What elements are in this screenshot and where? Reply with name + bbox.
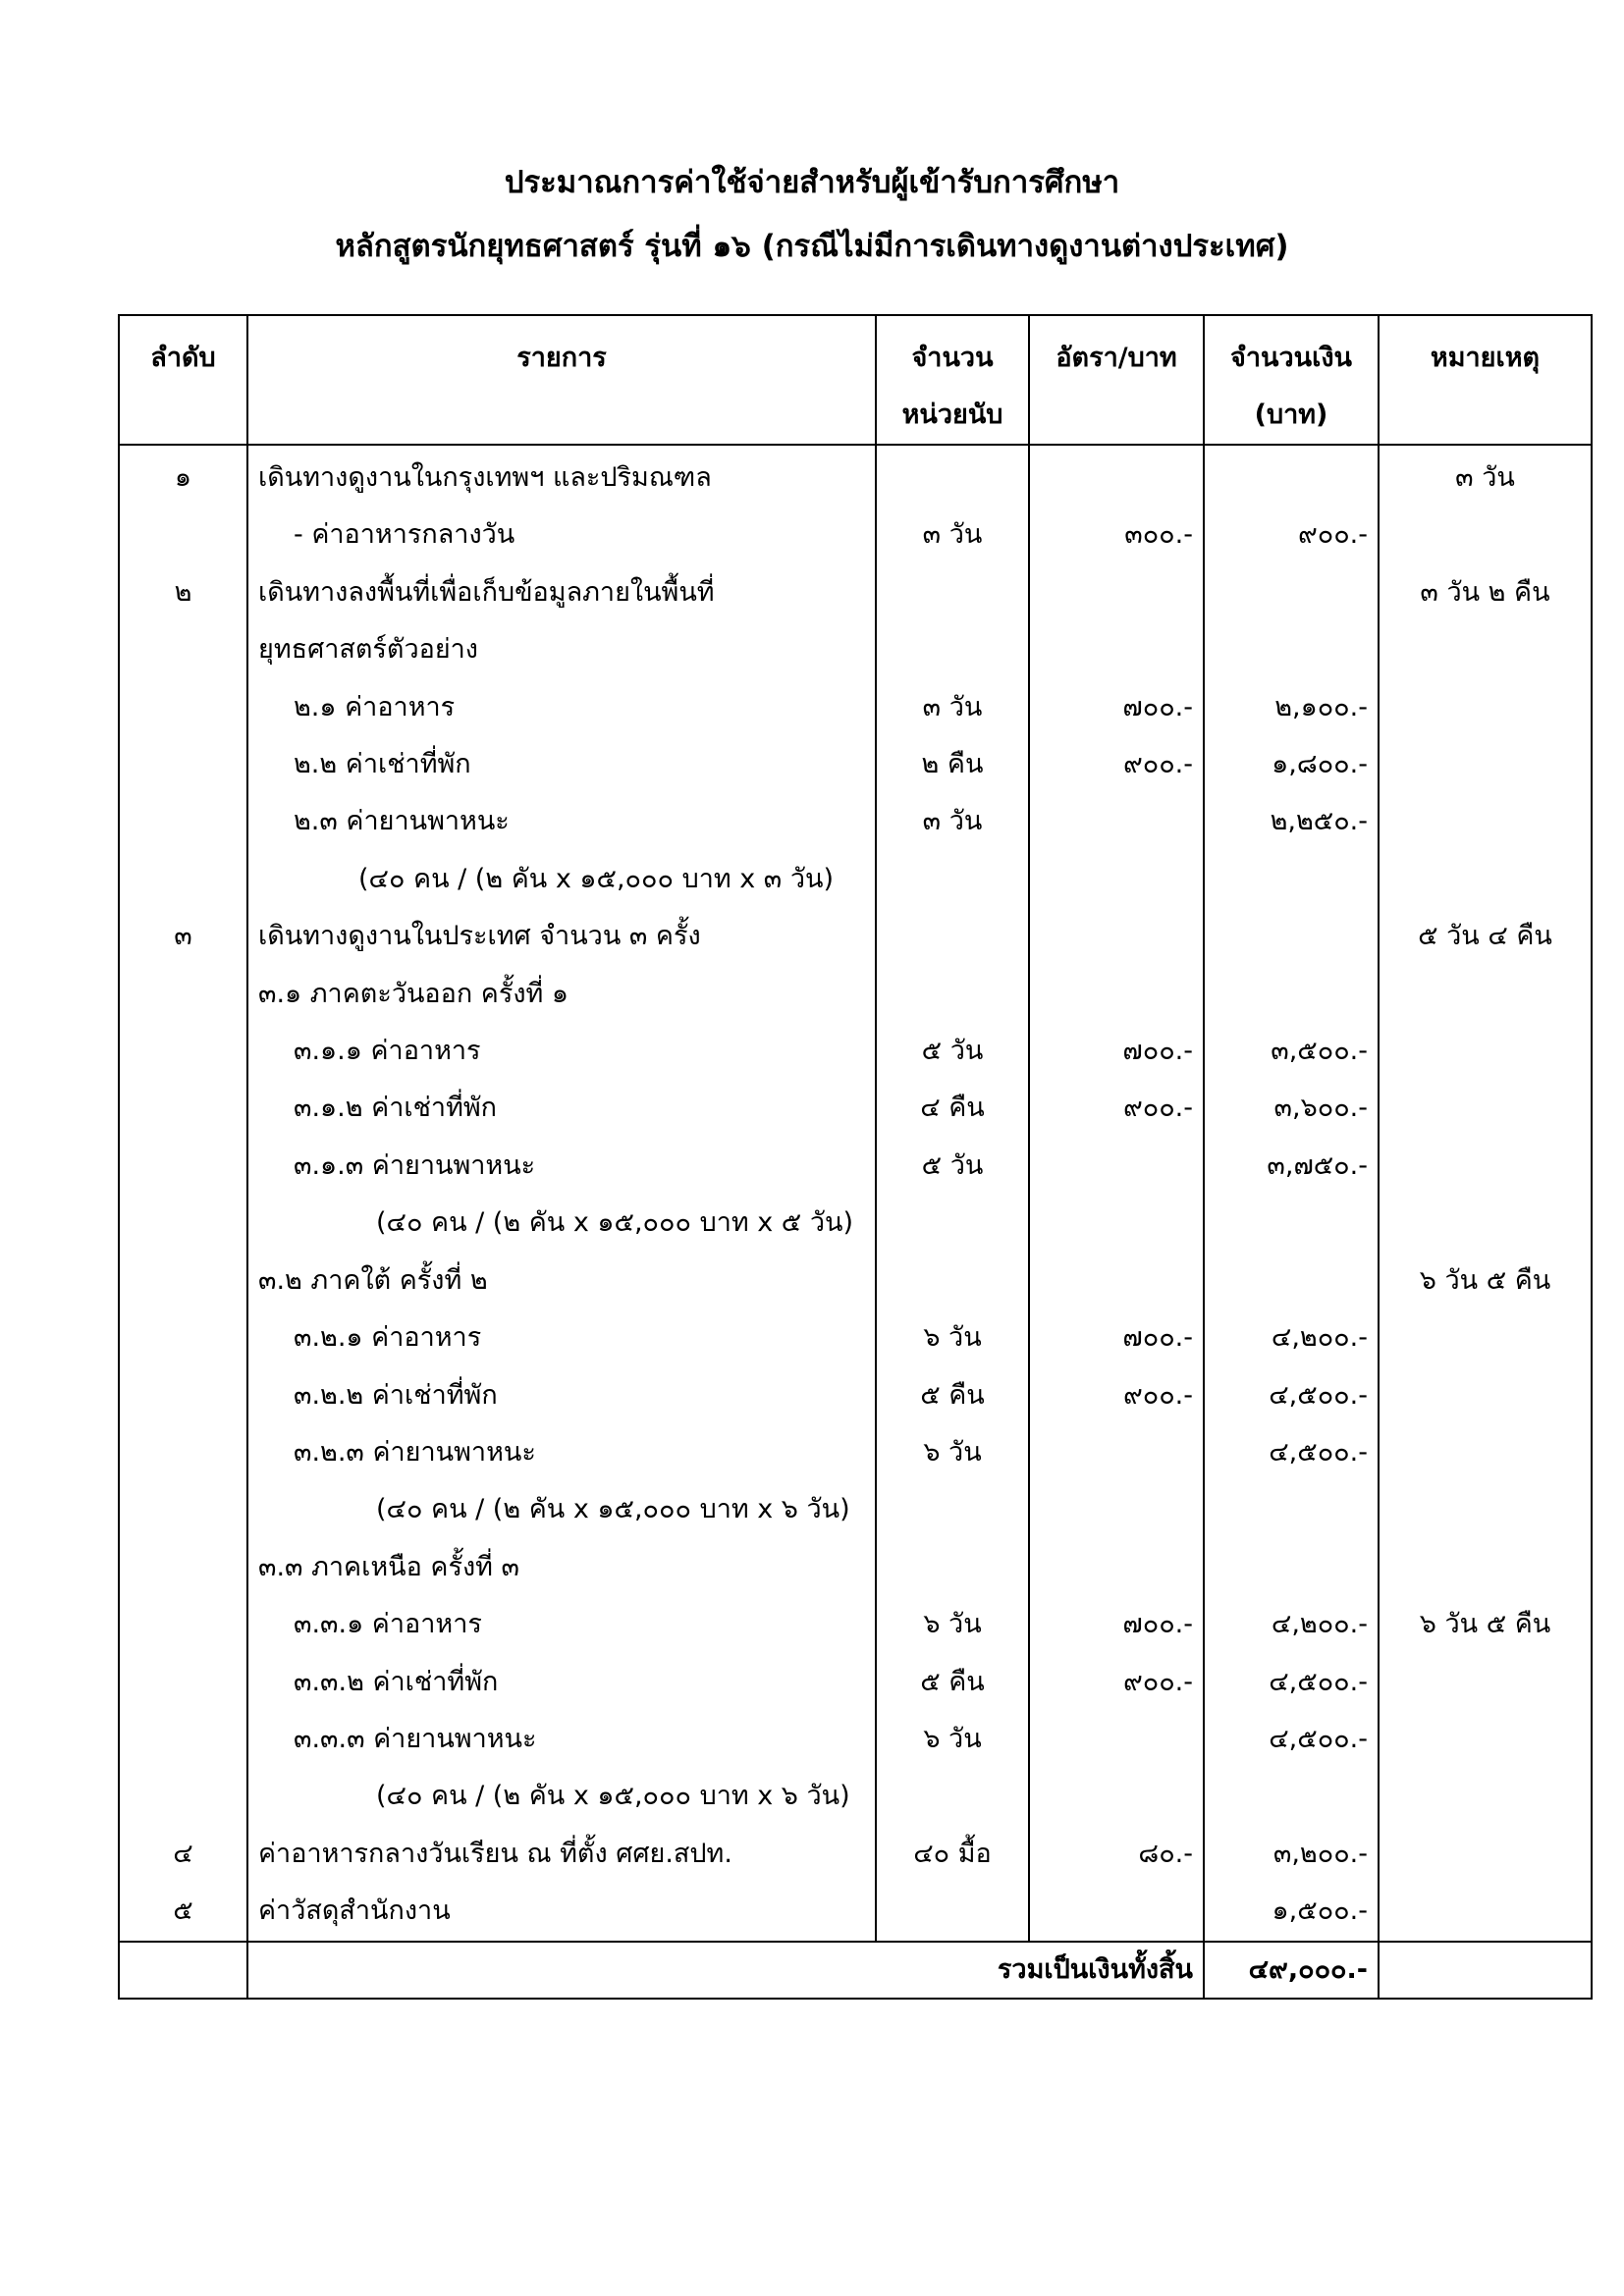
item-cell: ๓.๒ ภาคใต้ ครั้งที่ ๒: [247, 1253, 876, 1309]
remark-cell: [1379, 1080, 1592, 1137]
item-cell: (๔๐ คน / (๒ คัน x ๑๕,๐๐๐ บาท x ๖ วัน): [247, 1481, 876, 1538]
rate-cell: [1029, 621, 1204, 678]
amount-cell: [1204, 966, 1379, 1023]
amount-cell: [1204, 564, 1379, 621]
item-cell: - ค่าอาหารกลางวัน: [247, 507, 876, 563]
remark-cell: [1379, 1826, 1592, 1883]
seq-cell: ๓: [119, 908, 247, 965]
seq-cell: [119, 621, 247, 678]
table-row: [119, 793, 1592, 850]
document-title-line-1: ประมาณการค่าใช้จ่ายสำหรับผู้เข้ารับการศึกษา: [504, 165, 1120, 200]
item-cell: ค่าอาหารกลางวันเรียน ณ ที่ตั้ง ศศย.สปท.: [247, 1826, 876, 1883]
remark-cell: [1379, 1654, 1592, 1711]
remark-cell: ๖ วัน ๕ คืน: [1379, 1596, 1592, 1653]
seq-cell: ๕: [119, 1883, 247, 1941]
remark-cell: [1379, 1309, 1592, 1366]
amount-cell: [1204, 1768, 1379, 1825]
rate-cell: ๗๐๐.-: [1029, 1023, 1204, 1080]
qty-cell: ๔ คืน: [876, 1080, 1029, 1137]
remark-cell: [1379, 1138, 1592, 1195]
rate-cell: [1029, 793, 1204, 850]
amount-cell: ๓,๕๐๐.-: [1204, 1023, 1379, 1080]
seq-cell: [119, 966, 247, 1023]
amount-cell: [1204, 1539, 1379, 1596]
item-cell: เดินทางดูงานในกรุงเทพฯ และปริมณฑล: [247, 445, 876, 507]
table-footer: [119, 1942, 1592, 1999]
rate-cell: ๙๐๐.-: [1029, 736, 1204, 793]
qty-cell: [876, 1481, 1029, 1538]
remark-cell: ๖ วัน ๕ คืน: [1379, 1253, 1592, 1309]
seq-cell: [119, 1080, 247, 1137]
qty-cell: ๓ วัน: [876, 679, 1029, 736]
header-amount-line-2: (บาท): [1254, 400, 1328, 430]
rate-cell: [1029, 1768, 1204, 1825]
qty-cell: [876, 1883, 1029, 1941]
rate-cell: ๘๐.-: [1029, 1826, 1204, 1883]
seq-cell: [119, 1424, 247, 1481]
qty-cell: ๔๐ มื้อ: [876, 1826, 1029, 1883]
amount-cell: ๒,๒๕๐.-: [1204, 793, 1379, 850]
amount-cell: ๔,๕๐๐.-: [1204, 1367, 1379, 1424]
table-row: [119, 445, 1592, 507]
remark-cell: [1379, 1711, 1592, 1768]
document-title-line-2: หลักสูตรนักยุทธศาสตร์ รุ่นที่ ๑๖ (กรณีไม่มีการเดินทางดูงานต่างประเทศ): [335, 229, 1289, 264]
header-qty: [876, 315, 1029, 445]
item-cell: ๒.๑ ค่าอาหาร: [247, 679, 876, 736]
item-cell: (๔๐ คน / (๒ คัน x ๑๕,๐๐๐ บาท x ๖ วัน): [247, 1768, 876, 1825]
table-row: [119, 966, 1592, 1023]
seq-cell: [119, 1539, 247, 1596]
table-row: [119, 564, 1592, 621]
qty-cell: [876, 1539, 1029, 1596]
seq-cell: ๑: [119, 445, 247, 507]
seq-cell: [119, 851, 247, 908]
item-cell: ๓.๒.๒ ค่าเช่าที่พัก: [247, 1367, 876, 1424]
rate-cell: ๙๐๐.-: [1029, 1654, 1204, 1711]
table-row: [119, 507, 1592, 563]
header-rate: อัตรา/บาท: [1029, 315, 1204, 445]
rate-cell: [1029, 1138, 1204, 1195]
rate-cell: ๙๐๐.-: [1029, 1367, 1204, 1424]
remark-cell: [1379, 1367, 1592, 1424]
seq-cell: ๒: [119, 564, 247, 621]
item-cell: เดินทางลงพื้นที่เพื่อเก็บข้อมูลภายในพื้นที่: [247, 564, 876, 621]
seq-cell: [119, 793, 247, 850]
remark-cell: [1379, 966, 1592, 1023]
seq-cell: [119, 736, 247, 793]
seq-cell: [119, 679, 247, 736]
amount-cell: ๔,๒๐๐.-: [1204, 1309, 1379, 1366]
remark-cell: [1379, 1768, 1592, 1825]
header-qty-line-1: จำนวน: [911, 343, 994, 373]
seq-cell: [119, 1711, 247, 1768]
rate-cell: [1029, 1539, 1204, 1596]
qty-cell: [876, 851, 1029, 908]
remark-cell: [1379, 793, 1592, 850]
remark-cell: [1379, 1195, 1592, 1252]
item-cell: ๒.๒ ค่าเช่าที่พัก: [247, 736, 876, 793]
remark-cell: [1379, 1883, 1592, 1941]
remark-cell: [1379, 507, 1592, 563]
rate-cell: ๗๐๐.-: [1029, 1309, 1204, 1366]
remark-cell: ๓ วัน: [1379, 445, 1592, 507]
table-row: [119, 1539, 1592, 1596]
item-cell: (๔๐ คน / (๒ คัน x ๑๕,๐๐๐ บาท x ๓ วัน): [247, 851, 876, 908]
seq-cell: [119, 1654, 247, 1711]
seq-cell: [119, 1195, 247, 1252]
table-row: [119, 1424, 1592, 1481]
amount-cell: [1204, 908, 1379, 965]
seq-cell: [119, 1309, 247, 1366]
seq-cell: [119, 507, 247, 563]
rate-cell: [1029, 1883, 1204, 1941]
table-row: [119, 851, 1592, 908]
amount-cell: [1204, 1195, 1379, 1252]
item-cell: ๓.๒.๓ ค่ายานพาหนะ: [247, 1424, 876, 1481]
header-seq: ลำดับ: [119, 315, 247, 445]
rate-cell: ๗๐๐.-: [1029, 679, 1204, 736]
table-row: [119, 1883, 1592, 1941]
table-row: [119, 1195, 1592, 1252]
amount-cell: [1204, 445, 1379, 507]
qty-cell: [876, 1195, 1029, 1252]
table-row: [119, 908, 1592, 965]
remark-cell: [1379, 851, 1592, 908]
seq-cell: [119, 1768, 247, 1825]
remark-cell: [1379, 736, 1592, 793]
rate-cell: [1029, 1195, 1204, 1252]
qty-cell: [876, 966, 1029, 1023]
amount-cell: ๓,๖๐๐.-: [1204, 1080, 1379, 1137]
total-amount: ๔๙,๐๐๐.-: [1204, 1942, 1379, 1999]
total-row: [119, 1942, 1592, 1999]
seq-cell: [119, 1596, 247, 1653]
header-item: รายการ: [247, 315, 876, 445]
table-row: [119, 1309, 1592, 1366]
table-row: [119, 1768, 1592, 1825]
qty-cell: ๖ วัน: [876, 1309, 1029, 1366]
rate-cell: [1029, 966, 1204, 1023]
remark-cell: [1379, 1481, 1592, 1538]
amount-cell: ๑,๘๐๐.-: [1204, 736, 1379, 793]
rate-cell: [1029, 851, 1204, 908]
qty-cell: ๕ วัน: [876, 1138, 1029, 1195]
item-cell: เดินทางดูงานในประเทศ จำนวน ๓ ครั้ง: [247, 908, 876, 965]
qty-cell: ๖ วัน: [876, 1596, 1029, 1653]
remark-cell: [1379, 1023, 1592, 1080]
amount-cell: [1204, 851, 1379, 908]
rate-cell: [1029, 445, 1204, 507]
qty-cell: ๕ คืน: [876, 1367, 1029, 1424]
item-cell: ๓.๑.๒ ค่าเช่าที่พัก: [247, 1080, 876, 1137]
total-label: รวมเป็นเงินทั้งสิ้น: [247, 1942, 1204, 1999]
amount-cell: [1204, 1253, 1379, 1309]
qty-cell: [876, 564, 1029, 621]
remark-cell: ๕ วัน ๔ คืน: [1379, 908, 1592, 965]
expense-table: [118, 314, 1593, 2000]
seq-cell: ๔: [119, 1826, 247, 1883]
rate-cell: [1029, 564, 1204, 621]
qty-cell: ๖ วัน: [876, 1424, 1029, 1481]
qty-cell: [876, 908, 1029, 965]
total-empty-remark-cell: [1379, 1942, 1592, 1999]
qty-cell: ๖ วัน: [876, 1711, 1029, 1768]
item-cell: ๓.๓.๓ ค่ายานพาหนะ: [247, 1711, 876, 1768]
qty-cell: ๕ คืน: [876, 1654, 1029, 1711]
amount-cell: ๔,๒๐๐.-: [1204, 1596, 1379, 1653]
table-row: [119, 1253, 1592, 1309]
remark-cell: ๓ วัน ๒ คืน: [1379, 564, 1592, 621]
item-cell: ๓.๑ ภาคตะวันออก ครั้งที่ ๑: [247, 966, 876, 1023]
item-cell: ๓.๓ ภาคเหนือ ครั้งที่ ๓: [247, 1539, 876, 1596]
header-amount-line-1: จำนวนเงิน: [1230, 343, 1352, 373]
amount-cell: ๓,๒๐๐.-: [1204, 1826, 1379, 1883]
header-remark: หมายเหตุ: [1379, 315, 1592, 445]
table-row: [119, 621, 1592, 678]
item-cell: ๓.๑.๑ ค่าอาหาร: [247, 1023, 876, 1080]
remark-cell: [1379, 621, 1592, 678]
table-row: [119, 1080, 1592, 1137]
table-body: [119, 445, 1592, 1942]
item-cell: ค่าวัสดุสำนักงาน: [247, 1883, 876, 1941]
qty-cell: [876, 1253, 1029, 1309]
remark-cell: [1379, 1539, 1592, 1596]
amount-cell: ๓,๗๕๐.-: [1204, 1138, 1379, 1195]
amount-cell: [1204, 621, 1379, 678]
total-empty-seq-cell: [119, 1942, 247, 1999]
qty-cell: ๓ วัน: [876, 793, 1029, 850]
item-cell: ๓.๑.๓ ค่ายานพาหนะ: [247, 1138, 876, 1195]
qty-cell: ๕ วัน: [876, 1023, 1029, 1080]
item-cell: ๒.๓ ค่ายานพาหนะ: [247, 793, 876, 850]
qty-cell: [876, 621, 1029, 678]
item-cell: ๓.๓.๑ ค่าอาหาร: [247, 1596, 876, 1653]
table-row: [119, 1596, 1592, 1653]
qty-cell: ๒ คืน: [876, 736, 1029, 793]
rate-cell: [1029, 1424, 1204, 1481]
item-cell: ๓.๒.๑ ค่าอาหาร: [247, 1309, 876, 1366]
amount-cell: [1204, 1481, 1379, 1538]
table-row: [119, 1367, 1592, 1424]
header-qty-line-2: หน่วยนับ: [901, 400, 1003, 430]
item-cell: (๔๐ คน / (๒ คัน x ๑๕,๐๐๐ บาท x ๕ วัน): [247, 1195, 876, 1252]
rate-cell: ๓๐๐.-: [1029, 507, 1204, 563]
qty-cell: [876, 1768, 1029, 1825]
rate-cell: [1029, 1253, 1204, 1309]
table-row: [119, 1654, 1592, 1711]
qty-cell: [876, 445, 1029, 507]
table-row: [119, 1481, 1592, 1538]
seq-cell: [119, 1367, 247, 1424]
table-row: [119, 1138, 1592, 1195]
amount-cell: ๔,๕๐๐.-: [1204, 1711, 1379, 1768]
remark-cell: [1379, 1424, 1592, 1481]
table-row: [119, 1826, 1592, 1883]
amount-cell: ๑,๕๐๐.-: [1204, 1883, 1379, 1941]
table-row: [119, 1023, 1592, 1080]
rate-cell: ๙๐๐.-: [1029, 1080, 1204, 1137]
seq-cell: [119, 1023, 247, 1080]
rate-cell: ๗๐๐.-: [1029, 1596, 1204, 1653]
table-row: [119, 736, 1592, 793]
seq-cell: [119, 1481, 247, 1538]
seq-cell: [119, 1253, 247, 1309]
amount-cell: ๒,๑๐๐.-: [1204, 679, 1379, 736]
item-cell: ๓.๓.๒ ค่าเช่าที่พัก: [247, 1654, 876, 1711]
remark-cell: [1379, 679, 1592, 736]
item-cell: ยุทธศาสตร์ตัวอย่าง: [247, 621, 876, 678]
seq-cell: [119, 1138, 247, 1195]
table-header: [119, 315, 1592, 445]
amount-cell: ๔,๕๐๐.-: [1204, 1654, 1379, 1711]
table-row: [119, 1711, 1592, 1768]
rate-cell: [1029, 1711, 1204, 1768]
amount-cell: ๔,๕๐๐.-: [1204, 1424, 1379, 1481]
amount-cell: ๙๐๐.-: [1204, 507, 1379, 563]
qty-cell: ๓ วัน: [876, 507, 1029, 563]
table-row: [119, 679, 1592, 736]
rate-cell: [1029, 908, 1204, 965]
header-amount: [1204, 315, 1379, 445]
rate-cell: [1029, 1481, 1204, 1538]
